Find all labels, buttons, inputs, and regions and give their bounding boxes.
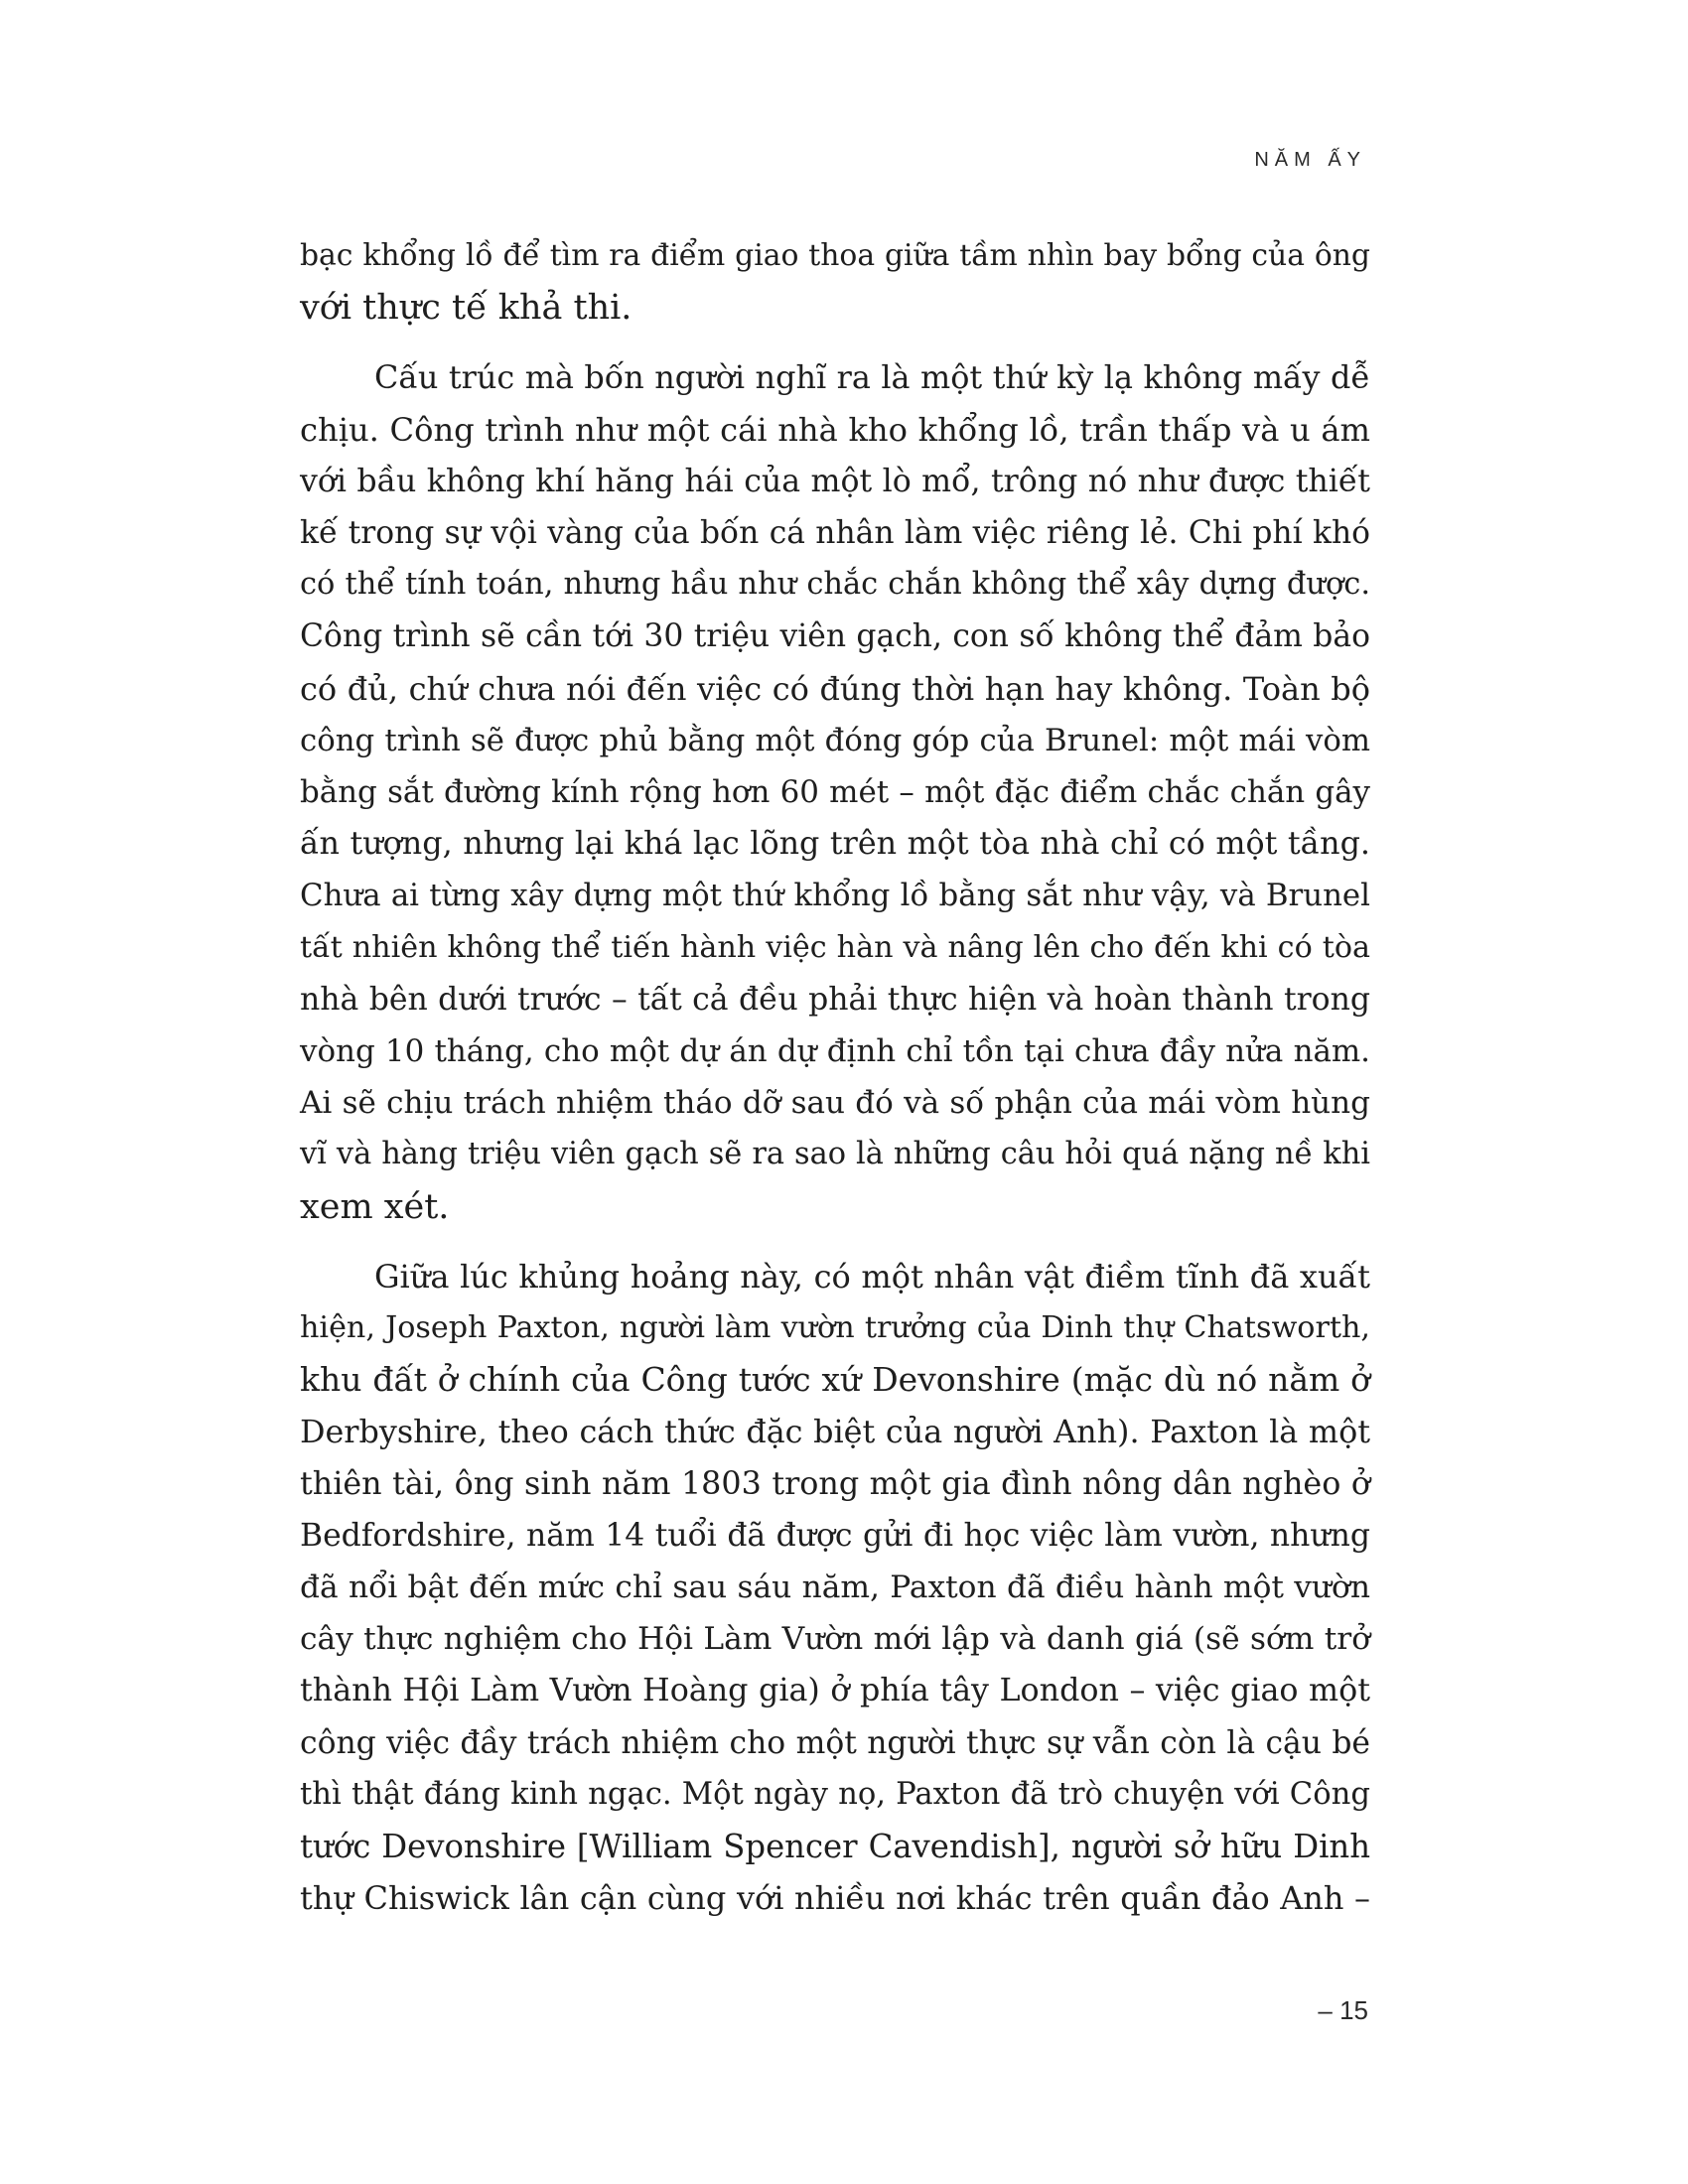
text-line: Giữa lúc khủng hoảng này, có một nhân vật điềm tĩnh đã xuất — [374, 1257, 1370, 1296]
page-number: – 15 — [1318, 1995, 1368, 2025]
text-line: vòng 10 tháng, cho một dự án dự định chỉ tồn tại chưa đầy nửa năm. — [300, 1033, 1370, 1070]
text-line: Công trình sẽ cần tới 30 triệu viên gạch, con số không thể đảm bảo — [300, 618, 1370, 655]
text-line: vĩ và hàng triệu viên gạch sẽ ra sao là những câu hỏi quá nặng nề khi — [300, 1137, 1370, 1172]
paragraph-continuation — [300, 230, 1370, 334]
text-line: nhà bên dưới trước – tất cả đều phải thực hiện và hoàn thành trong — [300, 981, 1370, 1018]
running-header: NĂM ẤY — [1254, 149, 1366, 171]
text-line: Chưa ai từng xây dựng một thứ khổng lồ bằng sắt như vậy, và Brunel — [300, 878, 1370, 914]
text-line: Ai sẽ chịu trách nhiệm tháo dỡ sau đó và số phận của mái vòm hùng — [300, 1085, 1370, 1122]
text-line: ấn tượng, nhưng lại khá lạc lõng trên một tòa nhà chỉ có một tầng. — [300, 826, 1370, 863]
text-line: cây thực nghiệm cho Hội Làm Vườn mới lập và danh giá (sẽ sớm trở — [300, 1621, 1370, 1658]
text-line: bằng sắt đường kính rộng hơn 60 mét – một đặc điểm chắc chắn gây — [300, 774, 1370, 811]
text-line: Bedfordshire, năm 14 tuổi đã được gửi đi học việc làm vườn, nhưng — [300, 1517, 1370, 1554]
text-line: thành Hội Làm Vườn Hoàng gia) ở phía tây London – việc giao một — [300, 1673, 1370, 1709]
text-line: hiện, Joseph Paxton, người làm vườn trưởng của Dinh thự Chatsworth, — [300, 1310, 1370, 1346]
text-line: khu đất ở chính của Công tước xứ Devonshire (mặc dù nó nằm ở — [300, 1360, 1370, 1400]
text-line: chịu. Công trình như một cái nhà kho khổng lồ, trần thấp và u ám — [300, 410, 1370, 449]
text-line: thiên tài, ông sinh năm 1803 trong một gia đình nông dân nghèo ở — [300, 1465, 1370, 1502]
paragraph-structure — [300, 351, 1370, 1232]
text-line: công trình sẽ được phủ bằng một đóng góp của Brunel: một mái vòm — [300, 722, 1370, 758]
body-text — [300, 230, 1370, 1943]
text-line: Derbyshire, theo cách thức đặc biệt của người Anh). Paxton là một — [300, 1413, 1370, 1451]
text-line: đã nổi bật đến mức chỉ sau sáu năm, Paxton đã điều hành một vườn — [300, 1570, 1370, 1606]
text-line: tước Devonshire [William Spencer Cavendish], người sở hữu Dinh — [300, 1828, 1370, 1866]
text-line: Cấu trúc mà bốn người nghĩ ra là một thứ kỳ lạ không mấy dễ — [374, 358, 1370, 397]
text-line: với bầu không khí hăng hái của một lò mổ, trông nó như được thiết — [300, 463, 1370, 499]
text-line: xem xét. — [300, 1186, 450, 1227]
text-line: có thể tính toán, nhưng hầu như chắc chắn không thể xây dựng được. — [300, 567, 1370, 603]
text-line: kế trong sự vội vàng của bốn cá nhân làm việc riêng lẻ. Chi phí khó — [300, 515, 1370, 552]
text-line: công việc đầy trách nhiệm cho một người thực sự vẫn còn là cậu bé — [300, 1724, 1370, 1761]
paragraph-paxton — [300, 1251, 1370, 1925]
text-line: thì thật đáng kinh ngạc. Một ngày nọ, Paxton đã trò chuyện với Công — [300, 1776, 1370, 1812]
text-line: với thực tế khả thi. — [300, 288, 633, 329]
text-line: bạc khổng lồ để tìm ra điểm giao thoa giữa tầm nhìn bay bổng của ông — [300, 238, 1370, 273]
text-line: thự Chiswick lân cận cùng với nhiều nơi khác trên quần đảo Anh – — [300, 1879, 1370, 1918]
text-line: tất nhiên không thể tiến hành việc hàn và nâng lên cho đến khi có tòa — [300, 929, 1370, 965]
text-line: có đủ, chứ chưa nói đến việc có đúng thời hạn hay không. Toàn bộ — [300, 669, 1370, 708]
